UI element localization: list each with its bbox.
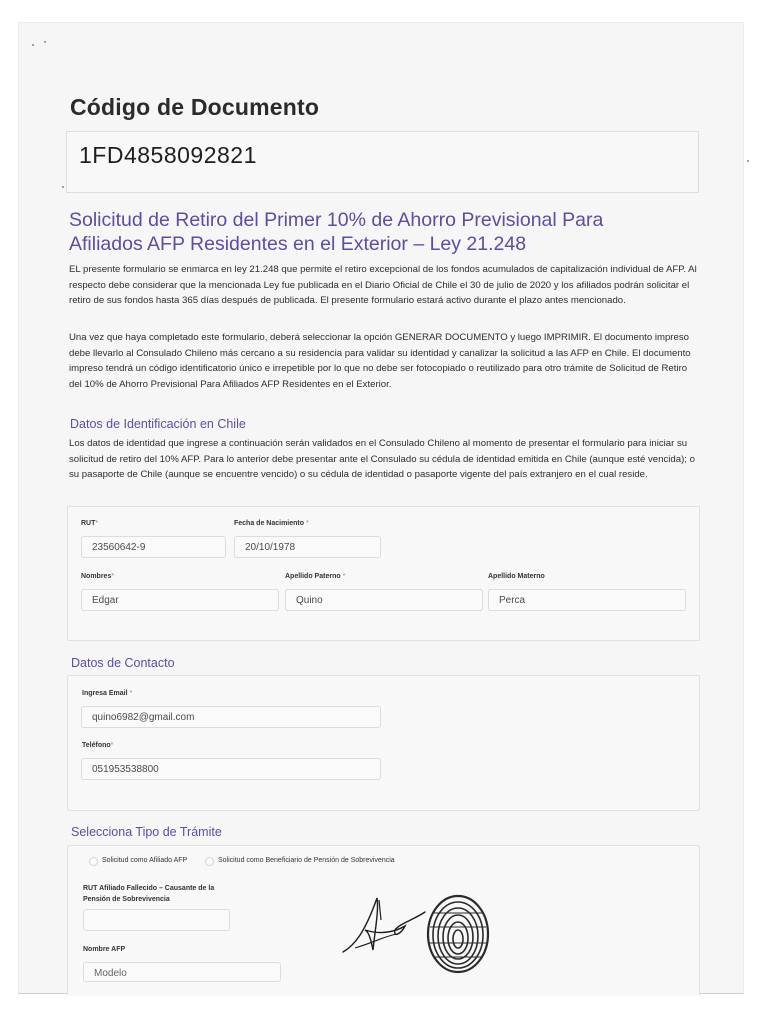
rut-input[interactable]: 23560642-9 [81,536,226,558]
intro-paragraph-1: EL presente formulario se enmarca en ley 21.248 que permite el retiro excepcional de los fondos acumulados de capitalización individual de AFP. Al respecto debe considerar que la mencionada Ley fue publicada en el Diario Oficial de Chile el 30 de julio de 2020 y los afiliados podrán solicitar el retiro de sus fondos hasta 365 días después de publicada. El presente formulario estará activo durante el plazo antes mencionado. [69,264,697,306]
beneficiary-option-label[interactable]: Solicitud como Beneficiario de Pensión de Sobrevivencia [218,857,395,864]
document-code-value: 1FD4858092821 [79,142,257,168]
intro-paragraph-2: Una vez que haya completado este formulario, deberá seleccionar la opción GENERAR DOCUMENTO y luego IMPRIMIR. El documento impreso debe llevarlo al Consulado Chileno más cercano a su residencia para validar su identidad y canalizar la solicitud a las AFP en Chile. El documento impreso tendrá un código identificatorio único e irrepetible por lo que no debe ser fotocopiado o reutilizado para otro trámite de Solicitud de Retiro del 10% de Ahorro Previsional Para Afiliados AFP Residentes en el Exterior. [69,332,691,390]
handwritten-signature [335,890,435,960]
deceased-rut-input[interactable] [83,909,230,931]
paternal-surname-input[interactable]: Quino [285,589,483,611]
email-label: Ingresa Email * [82,690,133,697]
scan-speck [44,41,46,43]
paternal-surname-label: Apellido Paterno * [285,573,346,580]
phone-label: Teléfono* [82,742,114,749]
affiliate-radio[interactable] [89,857,98,866]
procedure-section-title: Selecciona Tipo de Trámite [71,825,222,839]
beneficiary-radio[interactable] [205,857,214,866]
deceased-rut-label: RUT Afiliado Fallecido – Causante de la Pensión de Sobrevivencia [83,885,215,903]
scan-speck [62,186,64,188]
scan-speck [32,44,34,46]
phone-input[interactable]: 051953538800 [81,758,381,780]
email-input[interactable]: quino6982@gmail.com [81,706,381,728]
contact-section-title: Datos de Contacto [71,656,175,670]
birth-date-label: Fecha de Nacimiento * [234,520,309,527]
identification-description: Los datos de identidad que ingrese a continuación serán validados en el Consulado Chileno al momento de presentar el formulario para iniciar su solicitud de retiro del 10% AFP. Para lo anterior debe presentar ante el Consulado su cédula de identidad emitida en Chile (aunque esté vencida); o su pasaporte de Chile (aunque se encuentre vencido) o su cédula de identidad o pasaporte vigente del país extranjero en el cual reside. [69,438,695,480]
document-code-box [66,131,699,193]
names-input[interactable]: Edgar [81,589,279,611]
birth-date-input[interactable]: 20/10/1978 [234,536,381,558]
affiliate-option-label[interactable]: Solicitud como Afiliado AFP [102,857,188,864]
rut-label: RUT* [81,520,99,527]
fingerprint-mark [425,893,491,975]
document-code-title: Código de Documento [70,94,320,120]
identification-card [67,506,700,641]
identification-section-title: Datos de Identificación en Chile [70,417,246,431]
afp-name-label: Nombre AFP [83,946,126,953]
names-label: Nombres* [81,573,115,580]
form-title: Solicitud de Retiro del Primer 10% de Ahorro Previsional Para Afiliados AFP Residentes en el Exterior – Ley 21.248 [69,209,604,255]
maternal-surname-label: Apellido Materno [488,573,545,580]
contact-card [67,675,700,811]
maternal-surname-input[interactable]: Perca [488,589,686,611]
scan-speck [747,160,749,162]
afp-name-select[interactable]: Modelo [83,962,281,982]
